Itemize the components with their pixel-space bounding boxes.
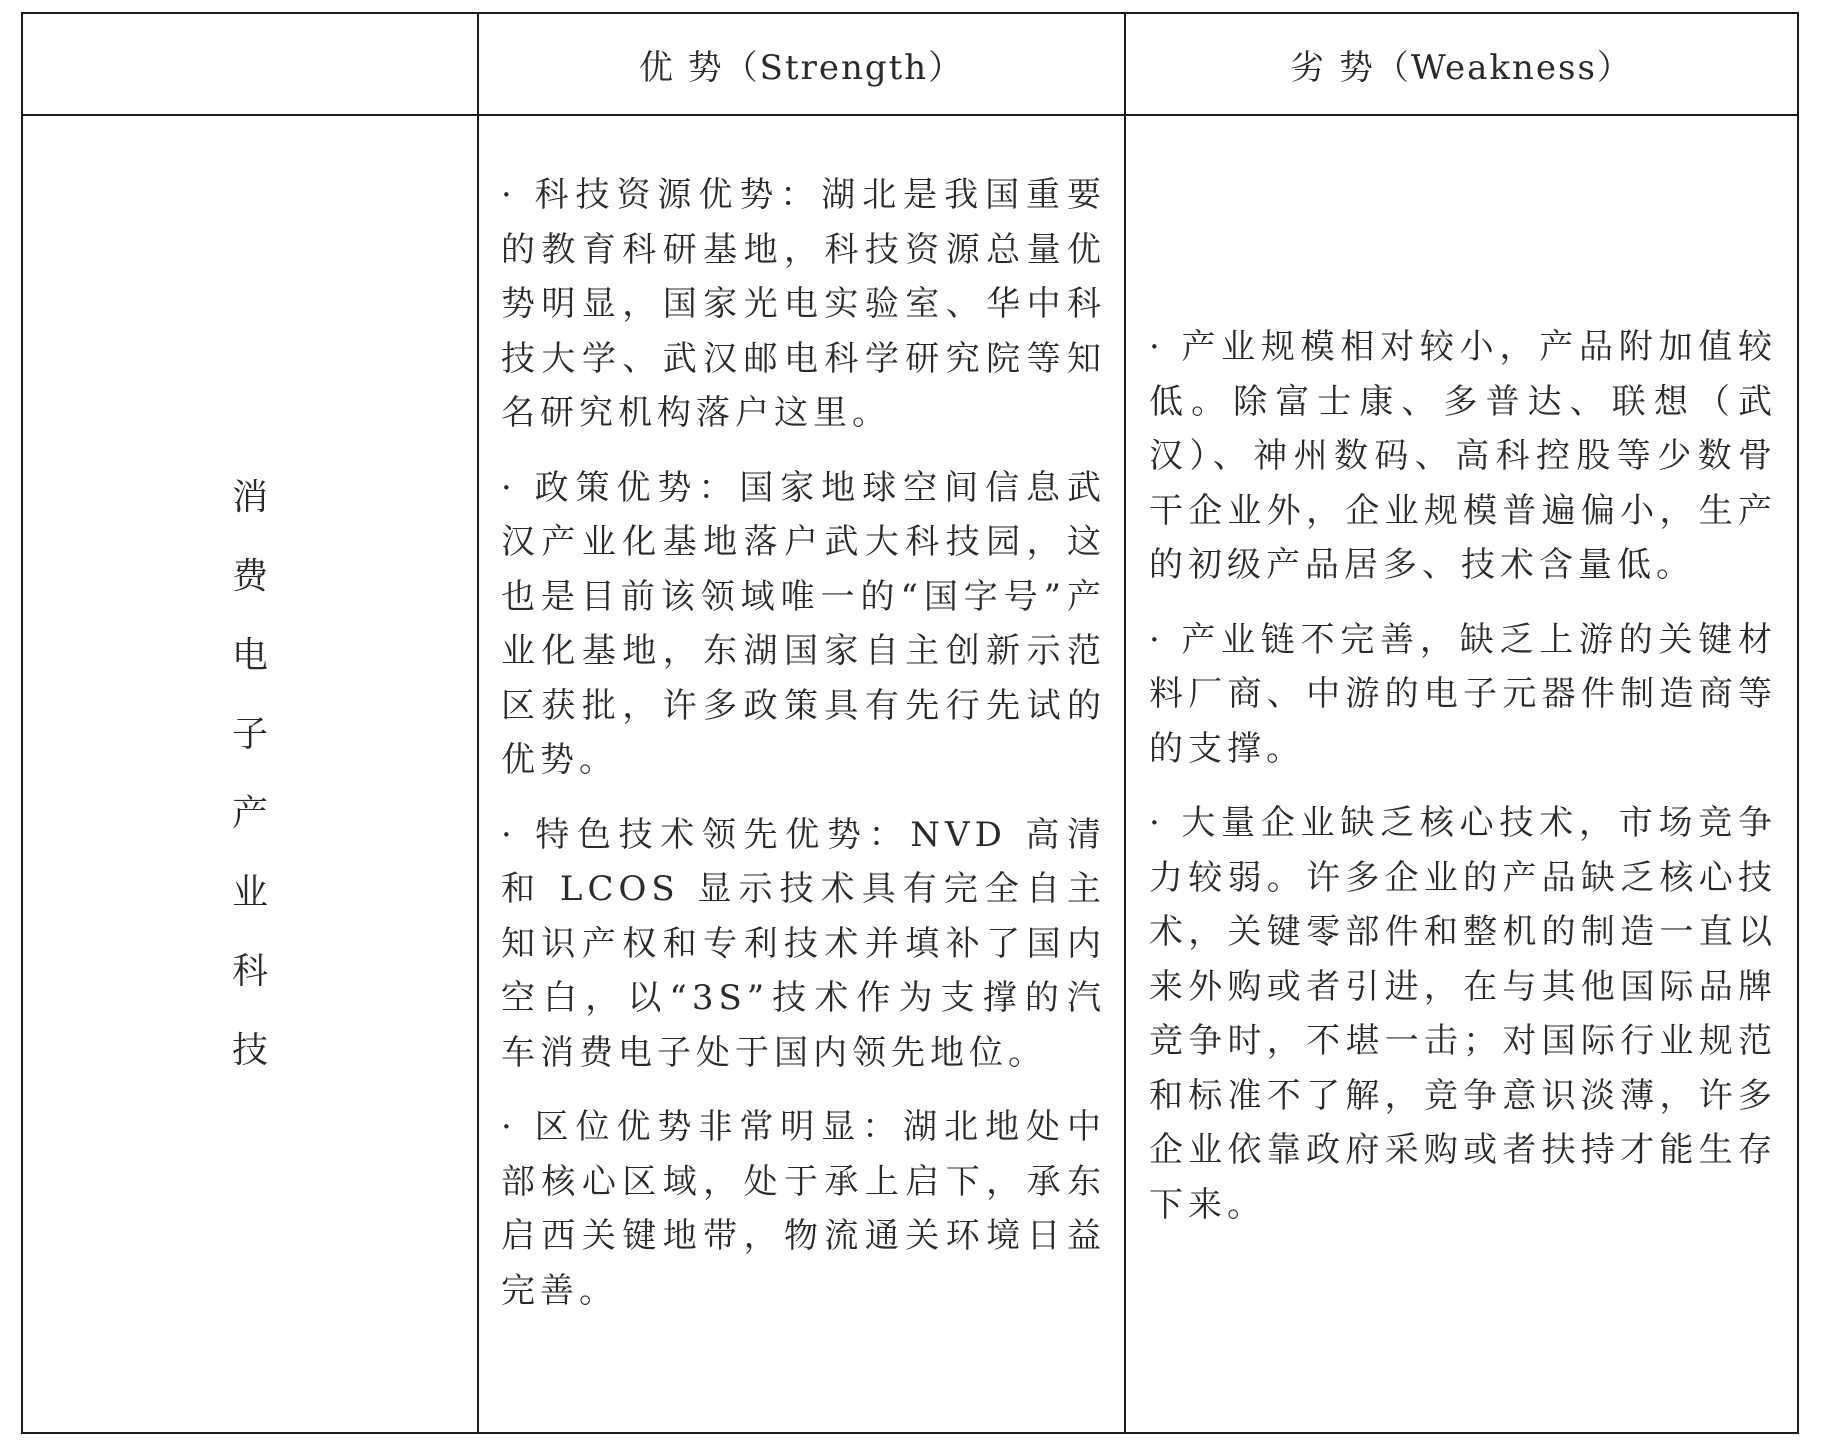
strength-item: · 区位优势非常明显：湖北地处中部核心区域，处于承上启下，承东启西关键地带，物流通关环境日益完善。 bbox=[501, 1107, 1106, 1311]
category-cell bbox=[23, 116, 477, 1432]
category-char: 子 bbox=[231, 714, 268, 755]
column-divider-1 bbox=[477, 14, 479, 1432]
strength-cell bbox=[501, 168, 1106, 1318]
strength-item: · 政策优势：国家地球空间信息武汉产业化基地落户武大科技园，这也是目前该领域唯一的“国字号”产业化基地，东湖国家自主创新示范区获批，许多政策具有先行先试的优势。 bbox=[501, 467, 1106, 780]
strength-item: · 特色技术领先优势：NVD 高清和 LCOS 显示技术具有完全自主知识产权和专利技术并填补了国内空白，以“3S”技术作为支撑的汽车消费电子处于国内领先地位。 bbox=[501, 814, 1106, 1073]
category-char: 产 bbox=[231, 793, 268, 834]
strength-item: · 科技资源优势：湖北是我国重要的教育科研基地，科技资源总量优势明显，国家光电实验室、华中科技大学、武汉邮电科学研究院等知名研究机构落户这里。 bbox=[501, 175, 1106, 433]
category-char: 业 bbox=[231, 872, 268, 913]
category-char: 费 bbox=[231, 556, 268, 597]
weakness-cell bbox=[1149, 320, 1777, 1232]
header-category bbox=[23, 14, 477, 114]
weakness-item: · 产业规模相对较小，产品附加值较低。除富士康、多普达、联想（武汉）、神州数码、高科控股等少数骨干企业外，企业规模普遍偏小，生产的初级产品居多、技术含量低。 bbox=[1149, 327, 1777, 585]
category-char: 消 bbox=[231, 477, 268, 518]
category-char: 电 bbox=[231, 635, 268, 676]
category-char: 科 bbox=[231, 951, 268, 992]
header-weakness: 劣 势（Weakness） bbox=[1290, 47, 1633, 88]
header-strength: 优 势（Strength） bbox=[638, 47, 965, 88]
weakness-item: · 大量企业缺乏核心技术，市场竞争力较弱。许多企业的产品缺乏核心技术，关键零部件和整机的制造一直以来外购或者引进，在与其他国际品牌竞争时，不堪一击；对国际行业规范和标准不了解，竞争意识淡薄，许多企业依靠政府采购或者扶持才能生存下来。 bbox=[1149, 803, 1777, 1225]
column-divider-2 bbox=[1124, 14, 1126, 1432]
category-char: 技 bbox=[231, 1030, 268, 1071]
weakness-item: · 产业链不完善，缺乏上游的关键材料厂商、中游的电子元器件制造商等的支撑。 bbox=[1149, 619, 1777, 769]
swot-table bbox=[21, 12, 1799, 1434]
